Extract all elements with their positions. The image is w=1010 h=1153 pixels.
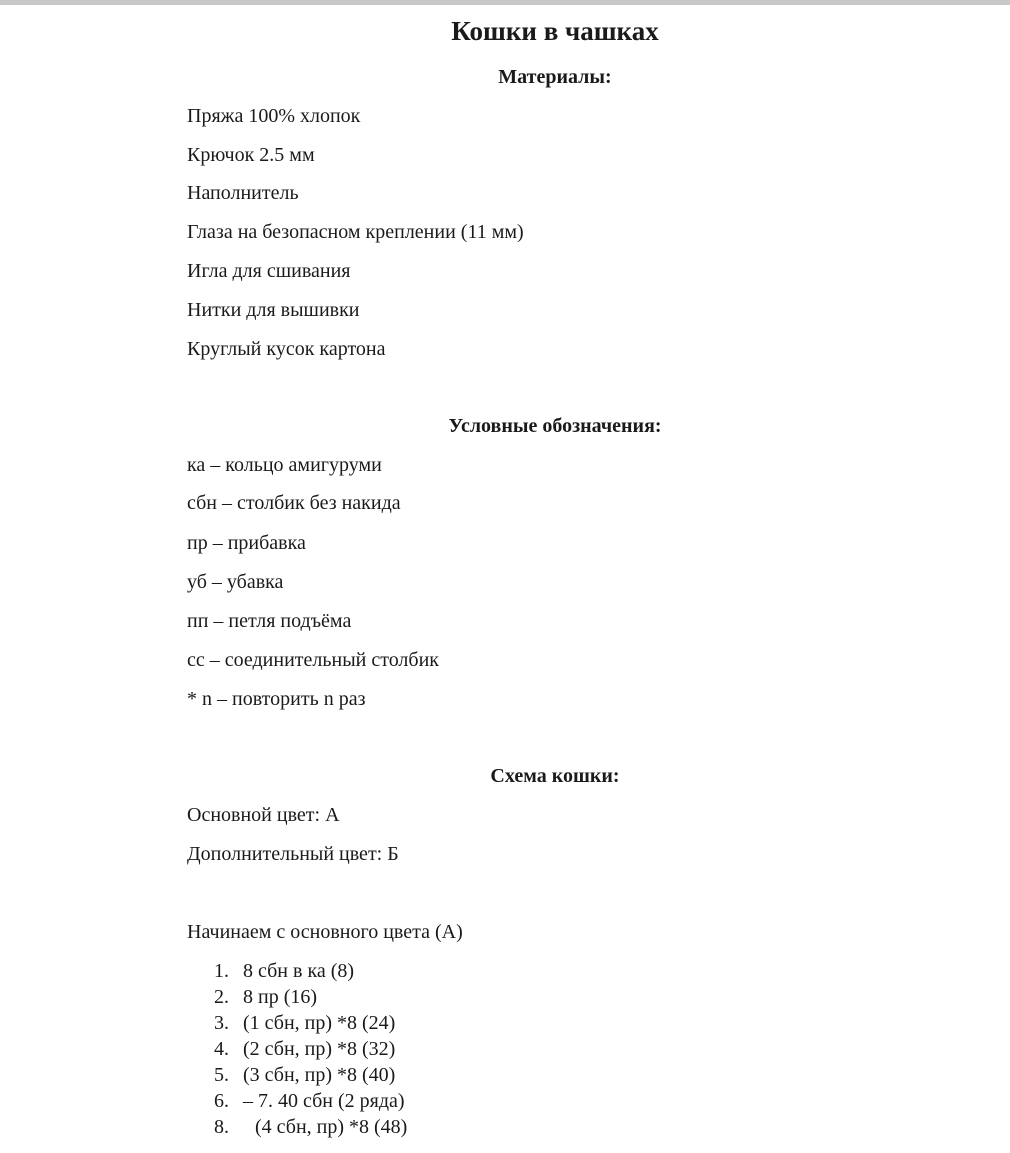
extra-color: Дополнительный цвет: Б <box>187 843 399 865</box>
legend-item: * n – повторить n раз <box>187 688 366 710</box>
step-text: (4 сбн, пр) *8 (48) <box>255 1116 408 1138</box>
step-text: 8 сбн в ка (8) <box>243 960 355 982</box>
material-item: Глаза на безопасном креплении (11 мм) <box>187 221 524 243</box>
step-text: (2 сбн, пр) *8 (32) <box>243 1038 396 1060</box>
main-color: Основной цвет: А <box>187 804 340 826</box>
step-text: (3 сбн, пр) *8 (40) <box>243 1064 396 1086</box>
material-item: Игла для сшивания <box>187 260 351 282</box>
list-item: 1. 8 сбн в ка (8) <box>214 960 355 982</box>
legend-heading: Условные обозначения: <box>448 415 662 437</box>
list-item: 8. (4 сбн, пр) *8 (48) <box>214 1116 408 1138</box>
list-item: 5. (3 сбн, пр) *8 (40) <box>214 1064 396 1086</box>
material-item: Нитки для вышивки <box>187 299 360 321</box>
legend-item: пр – прибавка <box>187 532 306 554</box>
step-text: (1 сбн, пр) *8 (24) <box>243 1012 396 1034</box>
material-item: Круглый кусок картона <box>187 338 386 360</box>
material-item: Пряжа 100% хлопок <box>187 105 361 127</box>
legend-item: сбн – столбик без накида <box>187 492 401 514</box>
material-item: Наполнитель <box>187 182 299 204</box>
step-text: – 7. 40 сбн (2 ряда) <box>243 1090 405 1112</box>
list-item: 2. 8 пр (16) <box>214 986 318 1008</box>
legend-item: пп – петля подъёма <box>187 610 352 632</box>
scheme-heading: Схема кошки: <box>490 765 620 787</box>
list-item: 6. – 7. 40 сбн (2 ряда) <box>214 1090 405 1112</box>
material-item: Крючок 2.5 мм <box>187 144 315 166</box>
document-title: Кошки в чашках <box>451 16 659 46</box>
legend-item: сс – соединительный столбик <box>187 649 440 671</box>
legend-item: ка – кольцо амигуруми <box>187 454 382 476</box>
step-text: 8 пр (16) <box>243 986 318 1008</box>
legend-item: уб – убавка <box>187 571 284 593</box>
list-item: 3. (1 сбн, пр) *8 (24) <box>214 1012 396 1034</box>
start-note: Начинаем с основного цвета (А) <box>187 921 463 943</box>
materials-heading: Материалы: <box>498 66 612 88</box>
list-item: 4. (2 сбн, пр) *8 (32) <box>214 1038 396 1060</box>
